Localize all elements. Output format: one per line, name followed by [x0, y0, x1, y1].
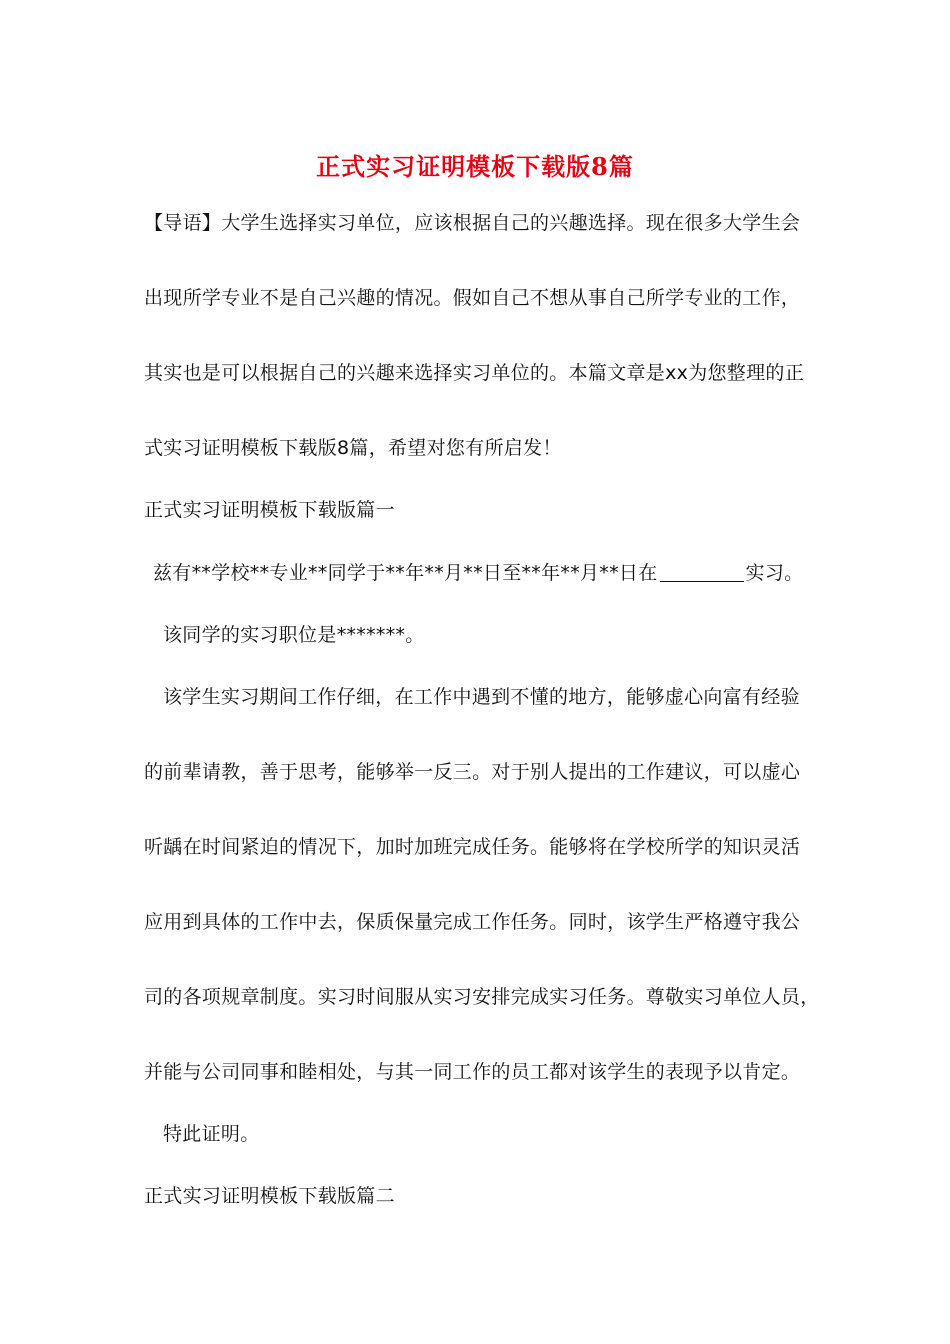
body-line-4: 应用到具体的工作中去，保质保量完成工作任务。同时，该学生严格遵守我公 — [144, 911, 801, 933]
intro-line-2: 出现所学专业不是自己兴趣的情况。假如自己不想从事自己所学专业的工作， — [144, 287, 801, 309]
certificate-line-after: 实习。 — [745, 562, 804, 584]
section1-heading: 正式实习证明模板下载版篇一 — [144, 499, 395, 521]
body-line-2: 的前辈请教，善于思考，能够举一反三。对于别人提出的工作建议，可以虚心 — [144, 761, 801, 783]
body-line-6: 并能与公司同事和睦相处，与其一同工作的员工都对该学生的表现予以肯定。 — [144, 1061, 801, 1083]
body-line-1: 该学生实习期间工作仔细，在工作中遇到不懂的地方，能够虚心向富有经验 — [163, 686, 800, 708]
position-line: 该同学的实习职位是*******。 — [163, 624, 425, 646]
section2-heading: 正式实习证明模板下载版篇二 — [144, 1185, 395, 1207]
intro-line-3: 其实也是可以根据自己的兴趣来选择实习单位的。本篇文章是xx为您整理的正 — [144, 362, 804, 384]
intro-line-1: 【导语】大学生选择实习单位，应该根据自己的兴趣选择。现在很多大学生会 — [144, 212, 801, 234]
body-line-3: 听龋在时间紧迫的情况下，加时加班完成任务。能够将在学校所学的知识灵活 — [144, 836, 801, 858]
certificate-line-before: 兹有**学校**专业**同学于**年**月**日至**年**月**日在 — [153, 562, 658, 584]
blank-underline — [660, 559, 744, 582]
intro-line-4: 式实习证明模板下载版8篇，希望对您有所启发！ — [144, 437, 562, 459]
certificate-line — [153, 558, 803, 588]
document-title: 正式实习证明模板下载版8篇 — [316, 152, 634, 181]
body-line-5: 司的各项规章制度。实习时间服从实习安排完成实习任务。尊敬实习单位人员， — [144, 986, 820, 1008]
closing-line: 特此证明。 — [163, 1123, 260, 1145]
